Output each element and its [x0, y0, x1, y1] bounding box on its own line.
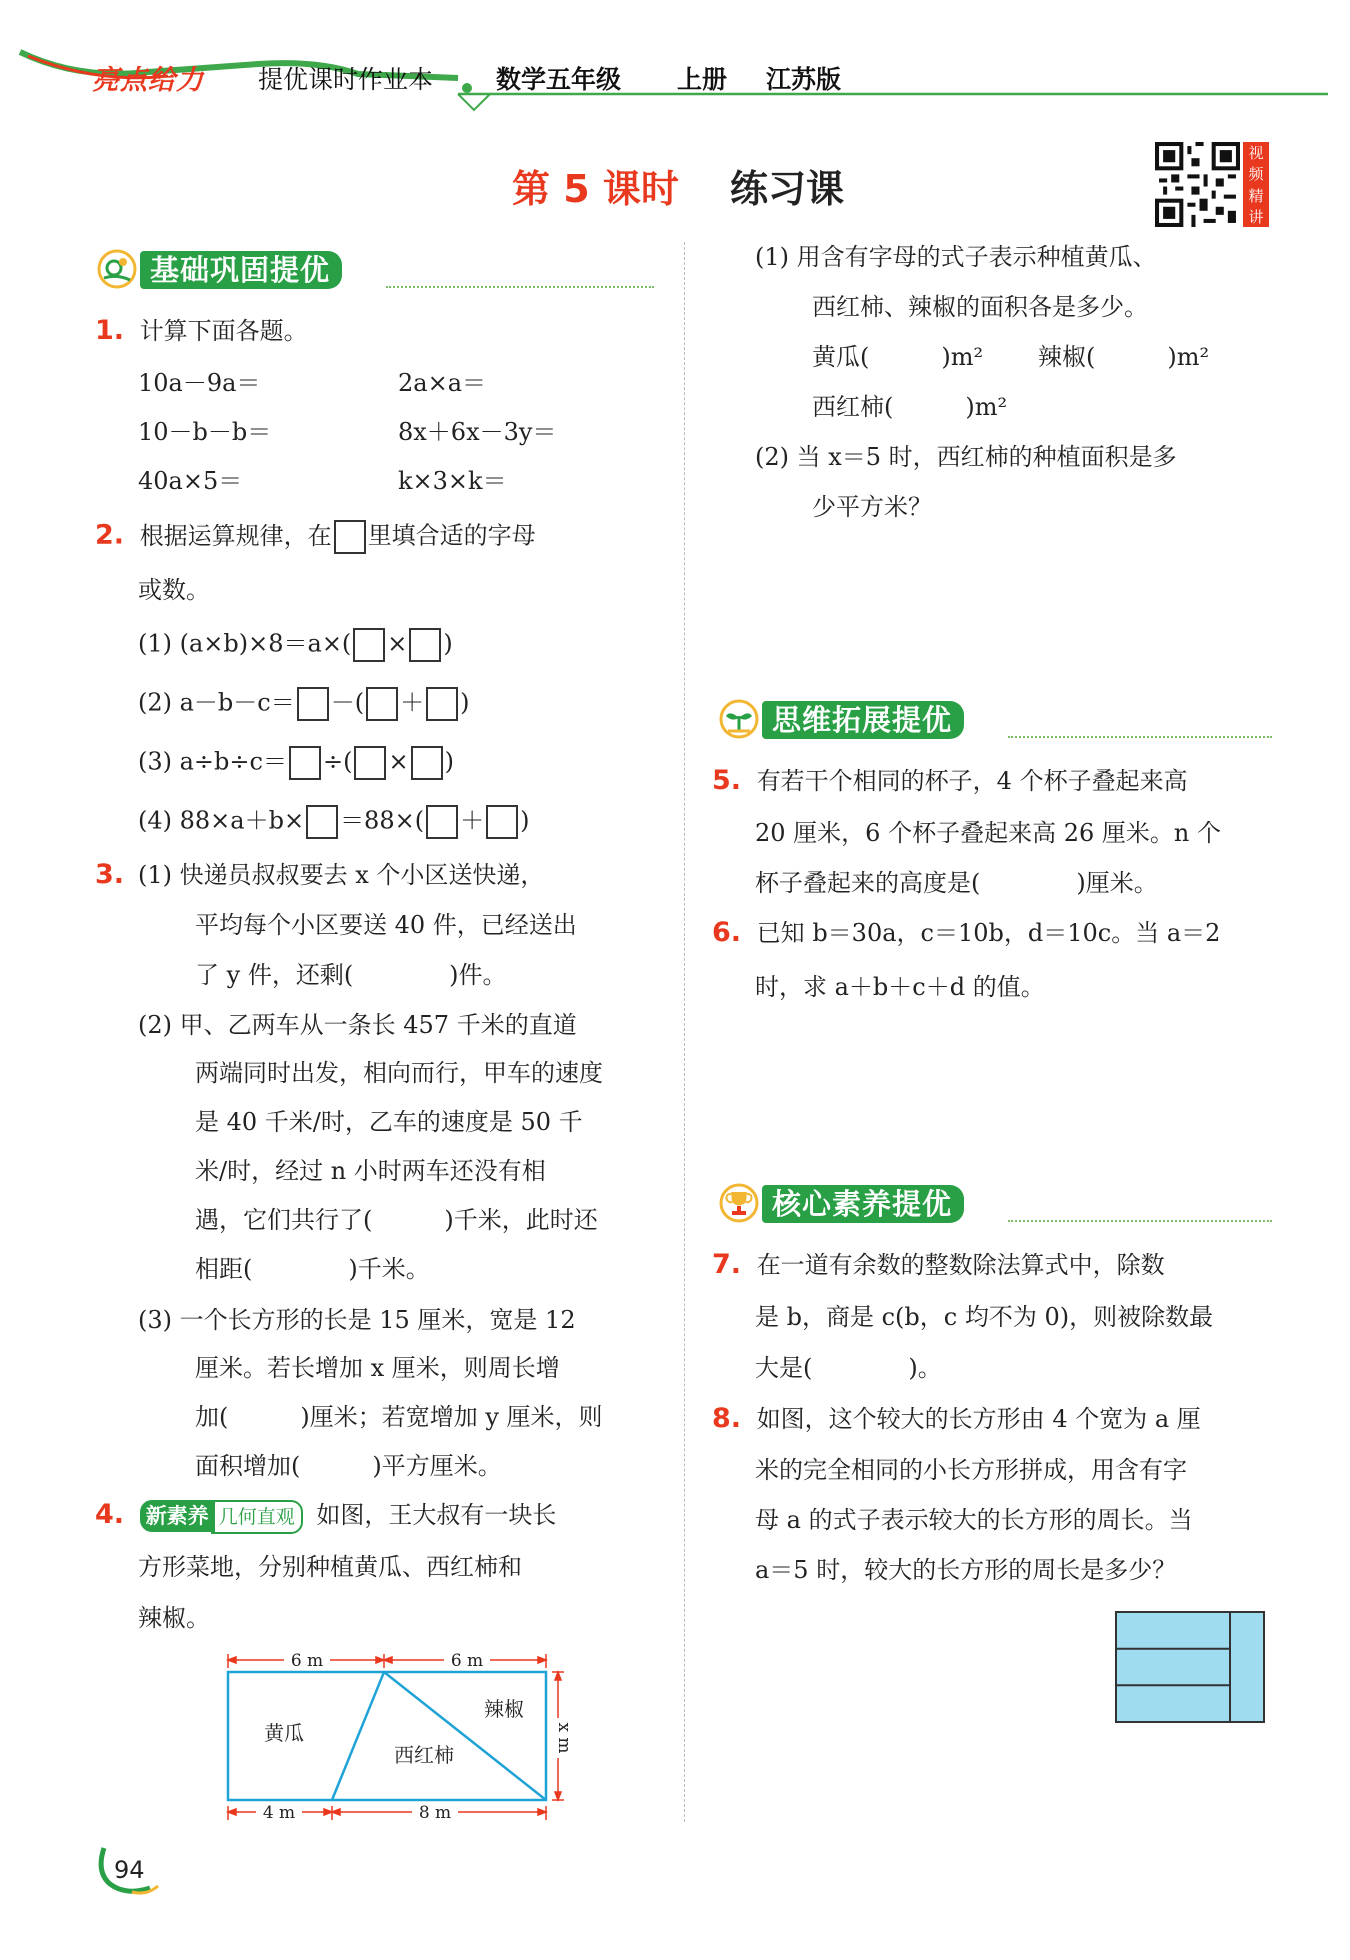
answer-box[interactable] — [306, 805, 338, 839]
label-top-right: 6 m — [450, 1652, 484, 1671]
answer-box[interactable] — [411, 746, 443, 780]
q4-sub-2: 少平方米？ — [812, 493, 932, 521]
section-core-banner — [718, 1182, 1274, 1222]
q3-part-1: 了 y 件，还剩( )件。 — [195, 961, 507, 989]
q2-line-3: (3) a÷b÷c＝ ÷( × ) — [138, 746, 454, 780]
trophy-icon — [718, 1182, 760, 1224]
q5-stem: 5. 有若干个相同的杯子，4 个杯子叠起来高 — [712, 765, 1188, 796]
section-basic-banner — [96, 248, 656, 288]
q4-stem-cont: 辣椒。 — [138, 1604, 210, 1632]
region-cucumber: 黄瓜 — [264, 1721, 304, 1745]
q7-line: 是 b，商是 c(b，c 均不为 0)，则被除数最 — [755, 1303, 1214, 1331]
edition: 江苏版 — [766, 65, 842, 94]
q2-line-1: (1) (a×b)×8＝a×( × ) — [138, 628, 453, 662]
q4-answer-cucumber: 黄瓜( )m² — [812, 343, 984, 371]
q8-line: a＝5 时，较大的长方形的周长是多少？ — [755, 1556, 1177, 1584]
q6-stem: 6. 已知 b＝30a，c＝10b，d＝10c。当 a＝2 — [712, 917, 1221, 948]
answer-box[interactable] — [366, 687, 398, 721]
q3-part-3: 厘米。若长增加 x 厘米，则周长增 — [195, 1354, 560, 1382]
q3-part-2: 是 40 千米/时，乙车的速度是 50 千 — [195, 1108, 583, 1136]
label-bottom-right: 8 m — [418, 1803, 452, 1823]
q2-stem-cont: 或数。 — [138, 576, 210, 604]
q4-stem: 4. 新素养 几何直观 如图，王大叔有一块长 — [95, 1500, 556, 1534]
column-divider — [684, 242, 685, 1822]
q1-item: 10－b－b＝ — [138, 418, 272, 446]
q3-part-2: (2) 甲、乙两车从一条长 457 千米的直道 — [138, 1011, 577, 1039]
section-thinking-banner — [718, 698, 1274, 738]
label-bottom-left: 4 m — [262, 1803, 296, 1823]
vegetable-plot-figure — [222, 1652, 582, 1827]
answer-box[interactable] — [426, 687, 458, 721]
answer-box[interactable] — [334, 520, 366, 554]
answer-box[interactable] — [353, 628, 385, 662]
q3-part-3: (3) 一个长方形的长是 15 厘米，宽是 12 — [138, 1306, 576, 1334]
q1-item: 2a×a＝ — [398, 369, 486, 397]
region-tomato: 西红柿 — [394, 1743, 454, 1767]
q3-part-2: 遇，它们共行了( )千米，此时还 — [195, 1206, 598, 1234]
q4-answer-pepper: 辣椒( )m² — [1038, 343, 1210, 371]
label-side: x m — [554, 1722, 574, 1754]
answer-box[interactable] — [354, 746, 386, 780]
q7-stem: 7. 在一道有余数的整数除法算式中，除数 — [712, 1249, 1165, 1280]
region-pepper: 辣椒 — [484, 1697, 524, 1721]
section-basic-title: 基础巩固提优 — [140, 251, 342, 289]
lesson-title: 练习课 — [730, 167, 845, 211]
q8-stem: 8. 如图，这个较大的长方形由 4 个宽为 a 厘 — [712, 1403, 1201, 1434]
section-thinking-title: 思维拓展提优 — [762, 701, 964, 739]
q4-sub-2: (2) 当 x＝5 时，西红柿的种植面积是多 — [755, 443, 1177, 471]
answer-box[interactable] — [409, 628, 441, 662]
answer-box[interactable] — [297, 687, 329, 721]
q5-line: 20 厘米，6 个杯子叠起来高 26 厘米。n 个 — [755, 819, 1221, 847]
q3-part-2: 相距( )千米。 — [195, 1255, 430, 1283]
q7-line: 大是( )。 — [755, 1354, 942, 1382]
q5-line: 杯子叠起来的高度是( )厘米。 — [755, 869, 1158, 897]
lesson-number: 第 5 课时 — [512, 167, 679, 211]
q3-number-num: 3. — [95, 859, 125, 890]
series-name: 提优课时作业本 — [258, 65, 434, 94]
q4-stem-cont: 方形菜地，分别种植黄瓜、西红柿和 — [138, 1553, 522, 1581]
q8-line: 母 a 的式子表示较大的长方形的周长。当 — [755, 1506, 1193, 1534]
subject-grade: 数学五年级 — [496, 65, 622, 94]
answer-box[interactable] — [426, 805, 458, 839]
answer-box[interactable] — [486, 805, 518, 839]
q4-sub-1: 西红柿、辣椒的面积各是多少。 — [812, 293, 1148, 321]
q3-part-3: 加( )厘米；若宽增加 y 厘米，则 — [195, 1403, 603, 1431]
rectangle-figure — [1114, 1610, 1266, 1724]
q1-item: 8x＋6x－3y＝ — [398, 418, 557, 446]
sprout-icon — [718, 698, 760, 740]
gear-icon — [96, 248, 138, 290]
brand-logo: 亮点给力 — [92, 65, 204, 96]
q3-part-3: 面积增加( )平方厘米。 — [195, 1452, 502, 1480]
page-number: 94 — [114, 1856, 145, 1884]
q4-answer-tomato: 西红柿( )m² — [812, 393, 1008, 421]
geometry-intuition-tag: 几何直观 — [211, 1500, 303, 1534]
q8-line: 米的完全相同的小长方形拼成，用含有字 — [755, 1456, 1187, 1484]
q1-stem: 1. 计算下面各题。 — [95, 315, 308, 346]
q1-item: 10a－9a＝ — [138, 369, 261, 397]
qr-code-icon[interactable] — [1155, 142, 1240, 227]
q4-sub-1: (1) 用含有字母的式子表示种植黄瓜、 — [755, 243, 1157, 271]
q3-part-1: 平均每个小区要送 40 件，已经送出 — [195, 911, 577, 939]
q1-item: k×3×k＝ — [398, 467, 507, 495]
q2-line-4: (4) 88×a＋b× ＝88×( ＋ ) — [138, 805, 529, 839]
volume: 上册 — [677, 65, 728, 94]
label-top-left: 6 m — [290, 1652, 324, 1671]
q6-line: 时，求 a＋b＋c＋d 的值。 — [755, 973, 1045, 1001]
section-core-title: 核心素养提优 — [762, 1185, 964, 1223]
q2-stem: 2. 根据运算规律，在 里填合适的字母 — [95, 520, 536, 554]
q1-item: 40a×5＝ — [138, 467, 243, 495]
video-lecture-label: 视 频 精 讲 — [1243, 142, 1269, 227]
new-literacy-tag: 新素养 — [140, 1500, 215, 1532]
q2-line-2: (2) a－b－c＝ －( ＋ ) — [138, 687, 470, 721]
answer-box[interactable] — [289, 746, 321, 780]
q3-part-2: 米/时，经过 n 小时两车还没有相 — [195, 1157, 546, 1185]
q3-part-1: (1) 快递员叔叔要去 x 个小区送快递， — [138, 861, 545, 889]
q3-part-2: 两端同时出发，相向而行，甲车的速度 — [195, 1059, 603, 1087]
